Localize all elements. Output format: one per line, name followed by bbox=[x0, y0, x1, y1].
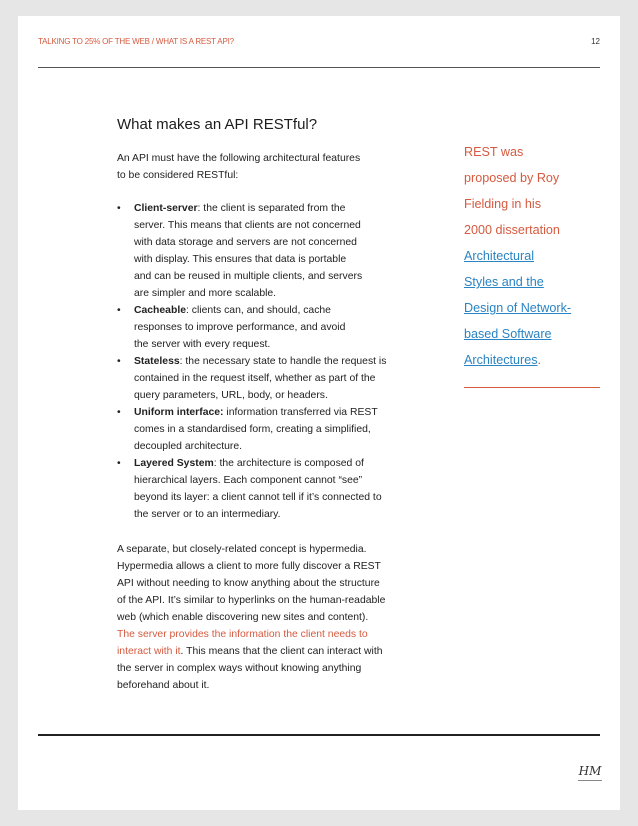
link-line[interactable]: Architectural bbox=[464, 249, 534, 263]
highlighted-text: The server provides the information the client needs to bbox=[117, 629, 368, 640]
hypermedia-paragraph bbox=[117, 541, 439, 694]
paragraph-line: the server in complex ways without knowing anything bbox=[117, 663, 362, 674]
callout-text bbox=[464, 131, 604, 387]
intro-paragraph bbox=[117, 150, 439, 184]
bullet-text: with display. This ensures that data is portable bbox=[134, 254, 347, 265]
bullet-text: hierarchical layers. Each component cannot “see” bbox=[134, 475, 363, 486]
section-heading: What makes an API RESTful? bbox=[117, 116, 318, 133]
logo-mark: HM bbox=[578, 764, 602, 778]
bullet-text: with data storage and servers are not concerned bbox=[134, 237, 357, 248]
bullet-text: : the architecture is composed of bbox=[213, 458, 364, 469]
intro-line: An API must have the following architectural features bbox=[117, 153, 361, 164]
bullet-text: : the client is separated from the bbox=[197, 203, 346, 214]
bullet-text: and can be reused in multiple clients, and servers bbox=[134, 271, 363, 282]
list-item-layered-system bbox=[117, 455, 439, 523]
callout-line: REST was bbox=[464, 145, 524, 159]
paragraph-line: web (which enable discovering new sites and content). bbox=[117, 612, 369, 623]
highlighted-text: interact with it bbox=[117, 646, 181, 657]
dissertation-link[interactable] bbox=[464, 249, 571, 367]
footer-divider bbox=[38, 734, 600, 736]
bullet-text: responses to improve performance, and avoid bbox=[134, 322, 346, 333]
running-header-title: TALKING TO 25% OF THE WEB / WHAT IS A REST API? bbox=[38, 37, 234, 46]
bullet-term: Client-server bbox=[134, 203, 198, 214]
bullet-text: contained in the request itself, whether as part of the bbox=[134, 373, 376, 384]
brand-logo bbox=[578, 764, 602, 781]
bullet-term: Uniform interface: bbox=[134, 407, 224, 418]
document-page bbox=[18, 16, 620, 810]
page-number: 12 bbox=[591, 37, 600, 46]
paragraph-line: of the API. It’s similar to hyperlinks on the human-readable bbox=[117, 595, 386, 606]
bullet-text: : clients can, and should, cache bbox=[185, 305, 331, 316]
link-line[interactable]: Architectures bbox=[464, 353, 538, 367]
bullet-text: are simpler and more scalable. bbox=[134, 288, 277, 299]
paragraph-line: Hypermedia allows a client to more fully discover a REST bbox=[117, 561, 381, 572]
paragraph-line: . This means that the client can interact with bbox=[180, 646, 383, 657]
paragraph-line: beforehand about it. bbox=[117, 680, 210, 691]
callout-line: 2000 dissertation bbox=[464, 223, 560, 237]
list-item-stateless bbox=[117, 353, 439, 404]
link-line[interactable]: Styles and the bbox=[464, 275, 544, 289]
callout-line: proposed by Roy bbox=[464, 171, 560, 185]
bullet-text: the server with every request. bbox=[134, 339, 271, 350]
paragraph-line: API without needing to know anything about the structure bbox=[117, 578, 380, 589]
bullet-term: Cacheable bbox=[134, 305, 186, 316]
bullet-text: beyond its layer: a client cannot tell if it’s connected to bbox=[134, 492, 382, 503]
list-item-client-server bbox=[117, 200, 439, 302]
main-column bbox=[117, 116, 439, 694]
link-line[interactable]: Design of Network- bbox=[464, 301, 572, 315]
bullet-text: the server or to an intermediary. bbox=[134, 509, 281, 520]
sidebar-callout bbox=[464, 131, 604, 388]
paragraph-line: A separate, but closely-related concept is hypermedia. bbox=[117, 544, 367, 555]
bullet-term: Stateless bbox=[134, 356, 180, 367]
bullet-text: comes in a standardised form, creating a simplified, bbox=[134, 424, 371, 435]
list-item-cacheable bbox=[117, 302, 439, 353]
logo-underline bbox=[578, 780, 602, 781]
link-line[interactable]: based Software bbox=[464, 327, 552, 341]
callout-period: . bbox=[537, 353, 541, 367]
bullet-text: query parameters, URL, body, or headers. bbox=[134, 390, 328, 401]
callout-divider bbox=[464, 387, 600, 388]
bullet-term: Layered System bbox=[134, 458, 214, 469]
feature-list bbox=[117, 200, 439, 523]
bullet-text: : the necessary state to handle the request is bbox=[179, 356, 387, 367]
list-item-uniform-interface bbox=[117, 404, 439, 455]
callout-line: Fielding in his bbox=[464, 197, 542, 211]
header-divider bbox=[38, 67, 600, 68]
bullet-text: decoupled architecture. bbox=[134, 441, 243, 452]
bullet-text: information transferred via REST bbox=[223, 407, 378, 418]
intro-line: to be considered RESTful: bbox=[117, 170, 239, 181]
bullet-text: server. This means that clients are not concerned bbox=[134, 220, 361, 231]
